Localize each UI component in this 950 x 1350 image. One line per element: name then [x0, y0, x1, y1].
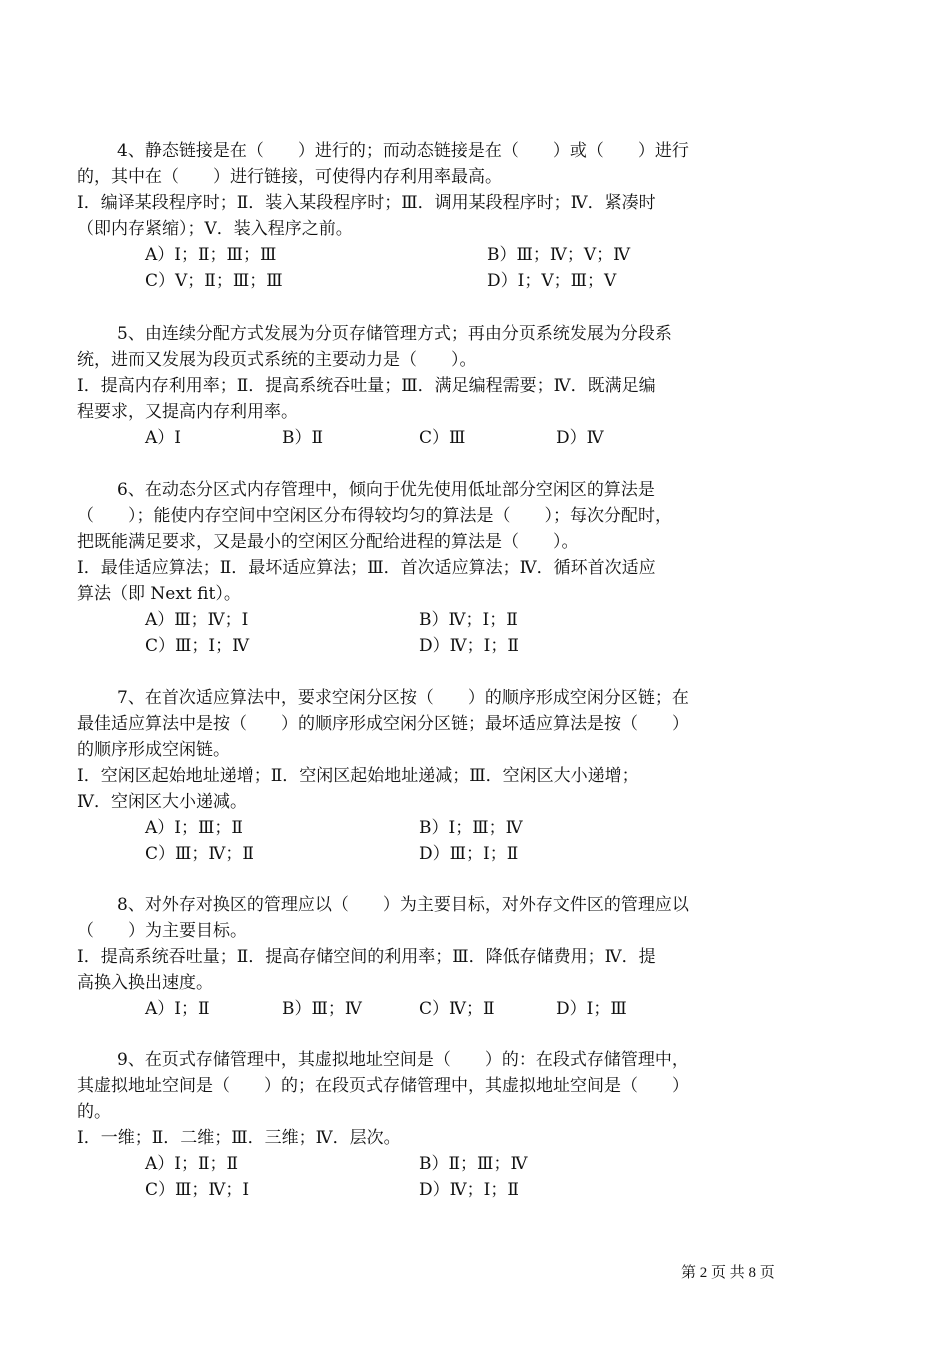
question-8-option-c: C）Ⅳ；Ⅱ [419, 999, 495, 1019]
question-6-option-c: C）Ⅲ；Ⅰ；Ⅳ [145, 636, 250, 656]
question-6-stem: 6、在动态分区式内存管理中，倾向于优先使用低址部分空闲区的算法是 [117, 480, 655, 500]
question-9-stem-cont: 其虚拟地址空间是（ ）的；在段页式存储管理中，其虚拟地址空间是（ ） [77, 1076, 689, 1096]
question-8-option-a: A）Ⅰ；Ⅱ [145, 999, 210, 1019]
question-4-choices: Ⅰ．编译某段程序时；Ⅱ．装入某段程序时；Ⅲ．调用某段程序时；Ⅳ．紧凑时 [77, 193, 656, 213]
question-5-stem-cont: 统，进而又发展为段页式系统的主要动力是（ ）。 [77, 350, 477, 370]
question-8-stem: 8、对外存对换区的管理应以（ ）为主要目标，对外存文件区的管理应以 [117, 895, 689, 915]
question-9-choices: Ⅰ．一维；Ⅱ．二维；Ⅲ．三维；Ⅳ．层次。 [77, 1128, 401, 1148]
question-6-option-b: B）Ⅳ；Ⅰ；Ⅱ [419, 610, 518, 630]
question-5-option-d: D）Ⅳ [556, 428, 604, 448]
question-4-option-b: B）Ⅲ；Ⅳ；Ⅴ；Ⅳ [487, 245, 631, 265]
question-4-option-d: D）Ⅰ；Ⅴ；Ⅲ；Ⅴ [487, 271, 617, 291]
question-6-stem-cont-2: 把既能满足要求，又是最小的空闲区分配给进程的算法是（ ）。 [77, 532, 579, 552]
question-6-choices-cont: 算法（即 Next fit）。 [77, 584, 241, 604]
question-6-option-d: D）Ⅳ；Ⅰ；Ⅱ [419, 636, 519, 656]
question-7-choices-cont: Ⅳ．空闲区大小递减。 [77, 792, 247, 812]
question-7-option-c: C）Ⅲ；Ⅳ；Ⅱ [145, 844, 254, 864]
question-7-stem: 7、在首次适应算法中，要求空闲分区按（ ）的顺序形成空闲分区链；在 [117, 688, 689, 708]
question-5-stem: 5、由连续分配方式发展为分页存储管理方式；再由分页系统发展为分段系 [117, 324, 672, 344]
question-9-option-c: C）Ⅲ；Ⅳ；Ⅰ [145, 1180, 250, 1200]
question-5-option-c: C）Ⅲ [419, 428, 466, 448]
question-8-stem-cont: （ ）为主要目标。 [77, 921, 247, 941]
question-5-choices-cont: 程要求，又提高内存利用率。 [77, 402, 298, 422]
question-6-option-a: A）Ⅲ；Ⅳ；Ⅰ [145, 610, 249, 630]
question-4-option-a: A）Ⅰ；Ⅱ；Ⅲ；Ⅲ [145, 245, 277, 265]
question-7-option-a: A）Ⅰ；Ⅲ；Ⅱ [145, 818, 243, 838]
question-5-option-a: A）Ⅰ [145, 428, 181, 448]
question-9-stem: 9、在页式存储管理中，其虚拟地址空间是（ ）的：在段式存储管理中， [117, 1050, 689, 1070]
question-9-option-d: D）Ⅳ；Ⅰ；Ⅱ [419, 1180, 519, 1200]
question-8-option-d: D）Ⅰ；Ⅲ [556, 999, 627, 1019]
question-9-option-a: A）Ⅰ；Ⅱ；Ⅱ [145, 1154, 239, 1174]
page-number-footer: 第 2 页 共 8 页 [681, 1265, 775, 1281]
question-7-stem-cont: 最佳适应算法中是按（ ）的顺序形成空闲分区链；最坏适应算法是按（ ） [77, 714, 689, 734]
question-5-option-b: B）Ⅱ [282, 428, 324, 448]
question-8-option-b: B）Ⅲ；Ⅳ [282, 999, 362, 1019]
question-4-choices-cont: （即内存紧缩）；Ⅴ．装入程序之前。 [77, 219, 353, 239]
question-8-choices-cont: 高换入换出速度。 [77, 973, 213, 993]
question-5-choices: Ⅰ．提高内存利用率；Ⅱ．提高系统吞吐量；Ⅲ．满足编程需要；Ⅳ．既满足编 [77, 376, 656, 396]
question-4-option-c: C）Ⅴ；Ⅱ；Ⅲ；Ⅲ [145, 271, 283, 291]
question-9-stem-cont-2: 的。 [77, 1102, 111, 1122]
question-6-stem-cont: （ ）；能使内存空间中空闲区分布得较均匀的算法是（ ）；每次分配时， [77, 506, 672, 526]
question-4-stem-cont: 的，其中在（ ）进行链接，可使得内存利用率最高。 [77, 167, 502, 187]
question-9-option-b: B）Ⅱ；Ⅲ；Ⅳ [419, 1154, 528, 1174]
question-4-stem: 4、静态链接是在（ ）进行的；而动态链接是在（ ）或（ ）进行 [117, 141, 689, 161]
question-7-option-b: B）Ⅰ；Ⅲ；Ⅳ [419, 818, 523, 838]
question-8-choices: Ⅰ．提高系统吞吐量；Ⅱ．提高存储空间的利用率；Ⅲ．降低存储费用；Ⅳ．提 [77, 947, 656, 967]
question-7-stem-cont-2: 的顺序形成空闲链。 [77, 740, 230, 760]
question-6-choices: Ⅰ．最佳适应算法；Ⅱ．最坏适应算法；Ⅲ．首次适应算法；Ⅳ．循环首次适应 [77, 558, 656, 578]
question-7-choices: Ⅰ．空闲区起始地址递增；Ⅱ．空闲区起始地址递减；Ⅲ．空闲区大小递增； [77, 766, 639, 786]
question-7-option-d: D）Ⅲ；Ⅰ；Ⅱ [419, 844, 519, 864]
